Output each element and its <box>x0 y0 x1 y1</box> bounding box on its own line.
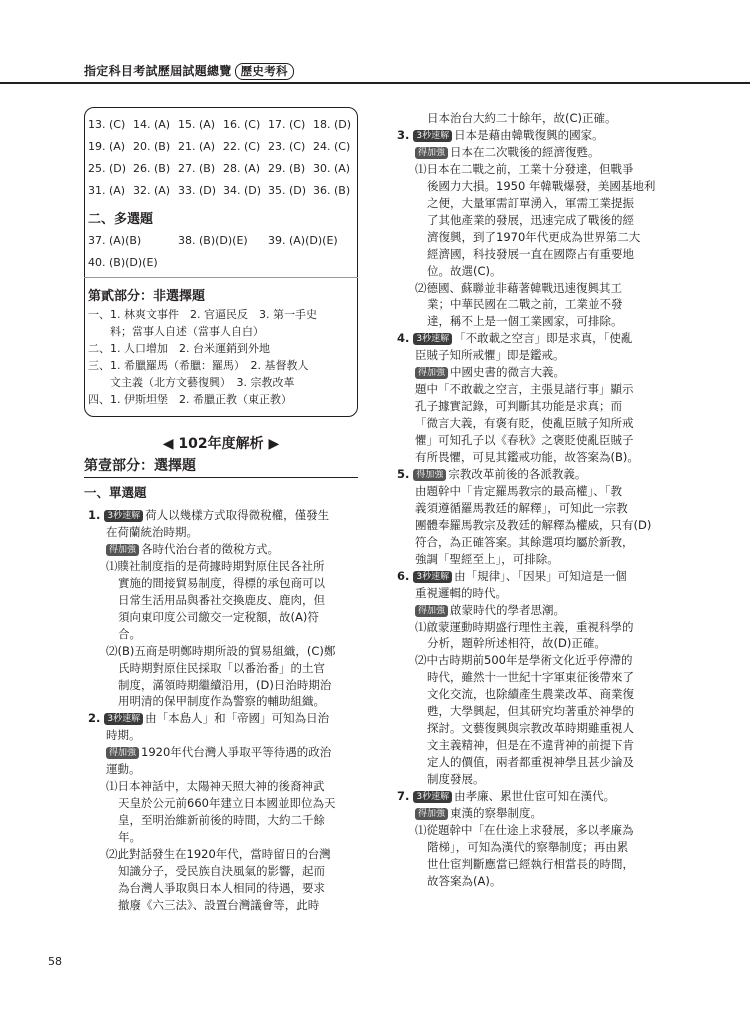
explanation-line <box>415 551 559 567</box>
explanation-line <box>415 415 634 431</box>
line-text: 時期。 <box>106 728 141 743</box>
answer-cell: 37. (A)(B) <box>88 234 142 247</box>
answer-cell: 13. (C) <box>88 118 126 131</box>
line-text: 日本治台大約二十餘年，故(C)正確。 <box>427 111 617 125</box>
tip-label: 3秒速解 <box>413 791 452 803</box>
question-line <box>88 710 329 726</box>
line-text: 「不敢載之空言」即是求真，「使亂 <box>454 331 633 346</box>
tip-label: 得加強 <box>415 808 448 820</box>
line-text: 皇，至明治維新前後的時間，大約二千餘 <box>118 813 325 828</box>
explanation-line <box>415 500 628 516</box>
answer-cell: 28. (A) <box>223 162 261 175</box>
line-text: ⑵中古時期前500年是學術文化近乎停滯的 <box>415 653 633 668</box>
line-text: 強調「聖經至上」，可排除。 <box>415 551 559 566</box>
line-text: 「微言大義，有褒有貶，使亂臣賊子知所戒 <box>415 416 634 431</box>
question-line <box>88 507 329 523</box>
answer-cell: 32. (A) <box>133 184 171 197</box>
line-text: 團體奉羅馬教宗及教廷的解釋為權威，只有(D) <box>415 517 652 532</box>
year-title: ◀ 102年度解析 ▶ <box>162 436 280 452</box>
explanation-line <box>106 761 141 777</box>
explanation-line <box>415 517 651 533</box>
question-number: 2. <box>88 711 105 726</box>
question-number: 6. <box>397 568 414 583</box>
line-text: 後國力大損。1950 年韓戰爆發，美國基地利 <box>427 178 656 193</box>
question-number: 5. <box>397 466 414 481</box>
explanation-line <box>415 483 622 499</box>
answer-cell: 17. (C) <box>268 118 306 131</box>
multi-choice-title: 二、多選題 <box>88 212 154 227</box>
tip-label: 得加強 <box>415 147 448 159</box>
answer-cell: 40. (B)(D)(E) <box>88 256 158 269</box>
answer-cell: 22. (C) <box>223 140 261 153</box>
line-text: 懼」可知孔子以《春秋》之褒貶使亂臣賊子 <box>415 433 634 448</box>
answer-cell: 38. (B)(D)(E) <box>178 234 248 247</box>
line-text: 符合，為正確答案。其餘選項均屬於新教， <box>415 534 634 549</box>
single-choice-title: 一、單選題 <box>84 485 147 500</box>
explanation-line <box>118 795 335 811</box>
header-badge: 歷史考科 <box>235 63 294 80</box>
explanation-line <box>427 737 634 753</box>
line-text: 故答案為(A)。 <box>427 873 502 888</box>
line-text: ⑴日本神話中，太陽神天照大神的後裔神武 <box>106 779 325 794</box>
key-point-line <box>415 602 565 618</box>
line-text: 之便，大量軍需訂單湧入，軍需工業提振 <box>427 195 634 210</box>
line-text: 濟復興，到了1970年代更成為世界第二大 <box>427 229 641 244</box>
explanation-line <box>118 693 325 709</box>
tip-label: 3秒速解 <box>413 130 452 142</box>
line-text: 實施的間接貿易制度，得標的承包商可以 <box>118 575 325 590</box>
key-point-line <box>415 805 542 821</box>
open-answer-line: 二、1. 人口增加 2. 台米運銷到外地 <box>88 342 270 355</box>
answer-cell: 18. (D) <box>313 118 352 131</box>
answer-cell: 30. (A) <box>313 162 351 175</box>
line-text: 知識分子，受民族自決風氣的影響，起而 <box>118 863 325 878</box>
explanation-line <box>118 880 325 896</box>
line-text: 了其他產業的發展，迅速完成了戰後的經 <box>427 212 634 227</box>
explanation-line <box>415 161 634 177</box>
line-text: 分析，題幹所述相符，故(D)正確。 <box>427 636 606 651</box>
line-text: 用明清的保甲制度作為警察的輔助組織。 <box>118 694 325 709</box>
answer-cell: 14. (A) <box>133 118 171 131</box>
line-text: 宗教改革前後的各派教義。 <box>448 466 587 481</box>
line-text: 有所畏懼，可見其鑑戒功能，故答案為(B)。 <box>415 450 639 464</box>
line-text: 各時代治台者的徵稅方式。 <box>141 541 280 556</box>
line-text: 探討。文藝復興與宗教改革時期雖重視人 <box>427 721 634 736</box>
line-text: 荷人以幾樣方式取得微稅權，僅發生 <box>145 508 330 522</box>
explanation-line <box>118 812 325 828</box>
question-number: 7. <box>397 789 414 803</box>
question-line <box>397 330 632 346</box>
line-text: 制度，滿領時期繼續沿用，(D)日治時期治 <box>118 677 332 692</box>
line-text: ⑴啟蒙運動時期盛行理性主義，重視科學的 <box>415 619 634 634</box>
explanation-line <box>427 313 623 329</box>
explanation-line <box>415 619 634 635</box>
explanation-line <box>118 660 325 676</box>
answer-cell: 39. (A)(D)(E) <box>268 234 338 247</box>
line-text: 由「本島人」和「帝國」可知為日治 <box>145 711 330 726</box>
question-line <box>397 788 615 804</box>
question-number: 3. <box>397 127 414 142</box>
explanation-line <box>415 398 622 414</box>
tip-label: 3秒速解 <box>104 510 143 522</box>
line-text: 在荷蘭統治時期。 <box>106 524 198 539</box>
answer-cell: 19. (A) <box>88 140 126 153</box>
explanation-line <box>118 609 319 625</box>
line-text: 制度發展。 <box>427 772 485 787</box>
answer-cell: 34. (D) <box>223 184 262 197</box>
explanation-line <box>427 178 655 194</box>
tip-label: 3秒速解 <box>413 333 452 345</box>
explanation-line <box>427 195 634 211</box>
question-line <box>397 568 627 584</box>
tip-label: 得加強 <box>415 605 448 617</box>
open-answer-line: 一、1. 林爽文事件 2. 官逼民反 3. 第一手史 <box>88 308 317 321</box>
question-line <box>397 127 604 143</box>
line-text: 由「規律」、「因果」可知這是一個 <box>454 568 627 583</box>
line-text: 業；中華民國在二戰之前，工業並不發 <box>427 297 623 312</box>
open-answer-line: 料；當事人自述（當事人自白） <box>88 325 264 338</box>
line-text: ⑴日本在二戰之前，工業十分發達，但戰爭 <box>415 161 634 176</box>
explanation-line <box>427 296 623 312</box>
explanation-line <box>415 280 622 296</box>
answer-cell: 15. (A) <box>178 118 216 131</box>
line-text: 年。 <box>118 830 141 845</box>
tip-label: 3秒速解 <box>413 571 452 583</box>
key-point-line <box>415 364 565 380</box>
answer-cell: 25. (D) <box>88 162 127 175</box>
open-answer-line: 四、1. 伊斯坦堡 2. 希臘正教（東正教） <box>88 393 292 406</box>
line-text: 定人的價值，兩者都重視神學且甚少論及 <box>427 755 634 770</box>
line-text: 日常生活用品與番社交換鹿皮、鹿肉，但 <box>118 592 325 607</box>
explanation-line <box>415 585 507 601</box>
line-text: 階梯」，可知為漢代的察舉制度；再由累 <box>427 839 629 854</box>
open-answer-line: 文主義（北方文藝復興） 3. 宗教改革 <box>88 376 295 389</box>
tip-label: 得加強 <box>106 747 139 759</box>
line-text: 天皇於公元前660年建立日本國並即位為天 <box>118 796 336 811</box>
line-text: 孔子據實記錄，可判斷其功能是求真；而 <box>415 399 622 414</box>
line-text: 東漢的察舉制度。 <box>450 805 543 820</box>
line-text: 撤廢《六三法》、設置台灣議會等，此時 <box>118 897 320 912</box>
question-line <box>397 466 586 482</box>
explanation-line <box>427 229 640 245</box>
explanation-line <box>118 626 141 642</box>
line-text: 甦，大學興起，但其研究均著重於神學的 <box>427 704 634 719</box>
explanation-line <box>106 558 325 574</box>
line-text: 重視邏輯的時代。 <box>415 585 507 600</box>
line-text: 運動。 <box>106 762 141 777</box>
line-text: 由題幹中「肯定羅馬教宗的最高權」、「教 <box>415 483 622 498</box>
open-answer-line: 三、1. 希臘羅馬（希臘：羅馬） 2. 基督教人 <box>88 359 309 372</box>
answer-cell: 16. (C) <box>223 118 261 131</box>
explanation-line <box>118 575 325 591</box>
explanation-line <box>118 863 325 879</box>
explanation-line <box>427 212 634 228</box>
explanation-line <box>106 778 325 794</box>
explanation-line <box>427 246 634 262</box>
line-text: ⑵(B)五商是明鄭時期所設的貿易組織，(C)鄭 <box>106 643 336 658</box>
explanation-line <box>415 652 632 668</box>
answer-cell: 20. (B) <box>133 140 171 153</box>
explanation-line <box>427 110 617 126</box>
explanation-line <box>427 754 634 770</box>
line-text: 經濟國，科技發展一直在國際占有重要地 <box>427 246 634 261</box>
line-text: ⑴從題幹中「在仕途上求發展，多以孝廉為 <box>415 822 634 837</box>
line-text: 日本是藉由韓戰復興的國家。 <box>454 127 604 142</box>
explanation-line <box>118 592 325 608</box>
answer-cell: 26. (B) <box>133 162 171 175</box>
explanation-line <box>415 347 565 363</box>
line-text: 氏時期對原住民採取「以番治番」的土官 <box>118 660 325 675</box>
explanation-line <box>118 677 331 693</box>
answer-cell: 35. (D) <box>268 184 307 197</box>
line-text: 中國史書的微言大義。 <box>450 365 566 380</box>
header-rule <box>0 82 750 84</box>
explanation-line <box>415 381 634 397</box>
key-point-line <box>106 541 279 557</box>
line-text: 1920年代台灣人爭取平等待遇的政治 <box>141 745 332 760</box>
explanation-line <box>118 897 319 913</box>
explanation-line <box>427 856 634 872</box>
line-text: 臣賊子知所戒懼」即是鑑戒。 <box>415 348 565 363</box>
line-text: 義須遵循羅馬教廷的解釋」，可知此一宗教 <box>415 500 628 515</box>
explanation-line <box>427 839 628 855</box>
part1-title: 第壹部分：選擇題 <box>84 455 358 478</box>
line-text: 文主義精神，但是在不違背神的前提下肯 <box>427 738 634 753</box>
tip-label: 得加強 <box>106 544 139 556</box>
line-text: 由孝廉、累世仕宦可知在漢代。 <box>454 789 616 803</box>
explanation-line <box>427 771 485 787</box>
line-text: 文化交流，也除續產生農業改革、商業復 <box>427 687 634 702</box>
line-text: 日本在二次戰後的經濟復甦。 <box>450 144 600 159</box>
line-text: ⑵此對話發生在1920年代，當時留日的台灣 <box>106 847 331 861</box>
line-text: 達，稱不上是一個工業國家，可排除。 <box>427 314 623 329</box>
tip-label: 3秒速解 <box>104 713 143 725</box>
explanation-line <box>415 449 639 465</box>
answer-cell: 27. (B) <box>178 162 216 175</box>
explanation-line <box>106 846 331 862</box>
explanation-line <box>415 432 634 448</box>
explanation-line <box>415 534 634 550</box>
line-text: 時代，雖然十一世紀十字軍東征後帶來了 <box>427 670 634 685</box>
tip-label: 得加強 <box>413 469 446 481</box>
running-header <box>84 62 294 80</box>
line-text: ⑵德國、蘇聯並非藉著韓戰迅速復興其工 <box>415 280 622 295</box>
explanation-line <box>427 669 634 685</box>
line-text: 世仕宦判斷應當已經執行相當長的時間， <box>427 856 634 871</box>
box-divider <box>84 277 358 278</box>
explanation-line <box>106 524 198 540</box>
explanation-line <box>427 263 502 279</box>
explanation-line <box>427 686 634 702</box>
answer-cell: 23. (C) <box>268 140 306 153</box>
explanation-line <box>106 643 335 659</box>
explanation-line <box>427 720 634 736</box>
answer-cell: 36. (B) <box>313 184 351 197</box>
key-point-line <box>106 744 331 760</box>
page-number: 58 <box>48 955 62 968</box>
header-title: 指定科目考試歷屆試題總覽 <box>84 64 232 78</box>
explanation-line <box>118 829 141 845</box>
tip-label: 得加強 <box>415 367 448 379</box>
line-text: ⑴贌社制度指的是荷據時期對原住民各社所 <box>106 558 325 573</box>
answer-cell: 33. (D) <box>178 184 217 197</box>
explanation-line <box>427 873 501 889</box>
line-text: 合。 <box>118 626 141 641</box>
line-text: 須向東印度公司繳交一定稅額，故(A)符 <box>118 609 319 624</box>
line-text: 位。故選(C)。 <box>427 263 502 278</box>
explanation-line <box>427 635 606 651</box>
explanation-line <box>106 727 141 743</box>
question-number: 1. <box>88 508 105 522</box>
key-point-line <box>415 144 600 160</box>
part2-title: 第貳部分：非選擇題 <box>88 289 206 304</box>
line-text: 啟蒙時代的學者思潮。 <box>450 602 566 617</box>
explanation-line <box>427 703 634 719</box>
answer-cell: 24. (C) <box>313 140 351 153</box>
question-number: 4. <box>397 331 414 346</box>
answer-cell: 29. (B) <box>268 162 306 175</box>
answer-cell: 31. (A) <box>88 184 126 197</box>
line-text: 題中「不敢載之空言，主張見諸行事」顯示 <box>415 382 634 397</box>
explanation-line <box>415 822 634 838</box>
answer-cell: 21. (A) <box>178 140 216 153</box>
line-text: 為台灣人爭取與日本人相同的待遇，要求 <box>118 880 325 895</box>
